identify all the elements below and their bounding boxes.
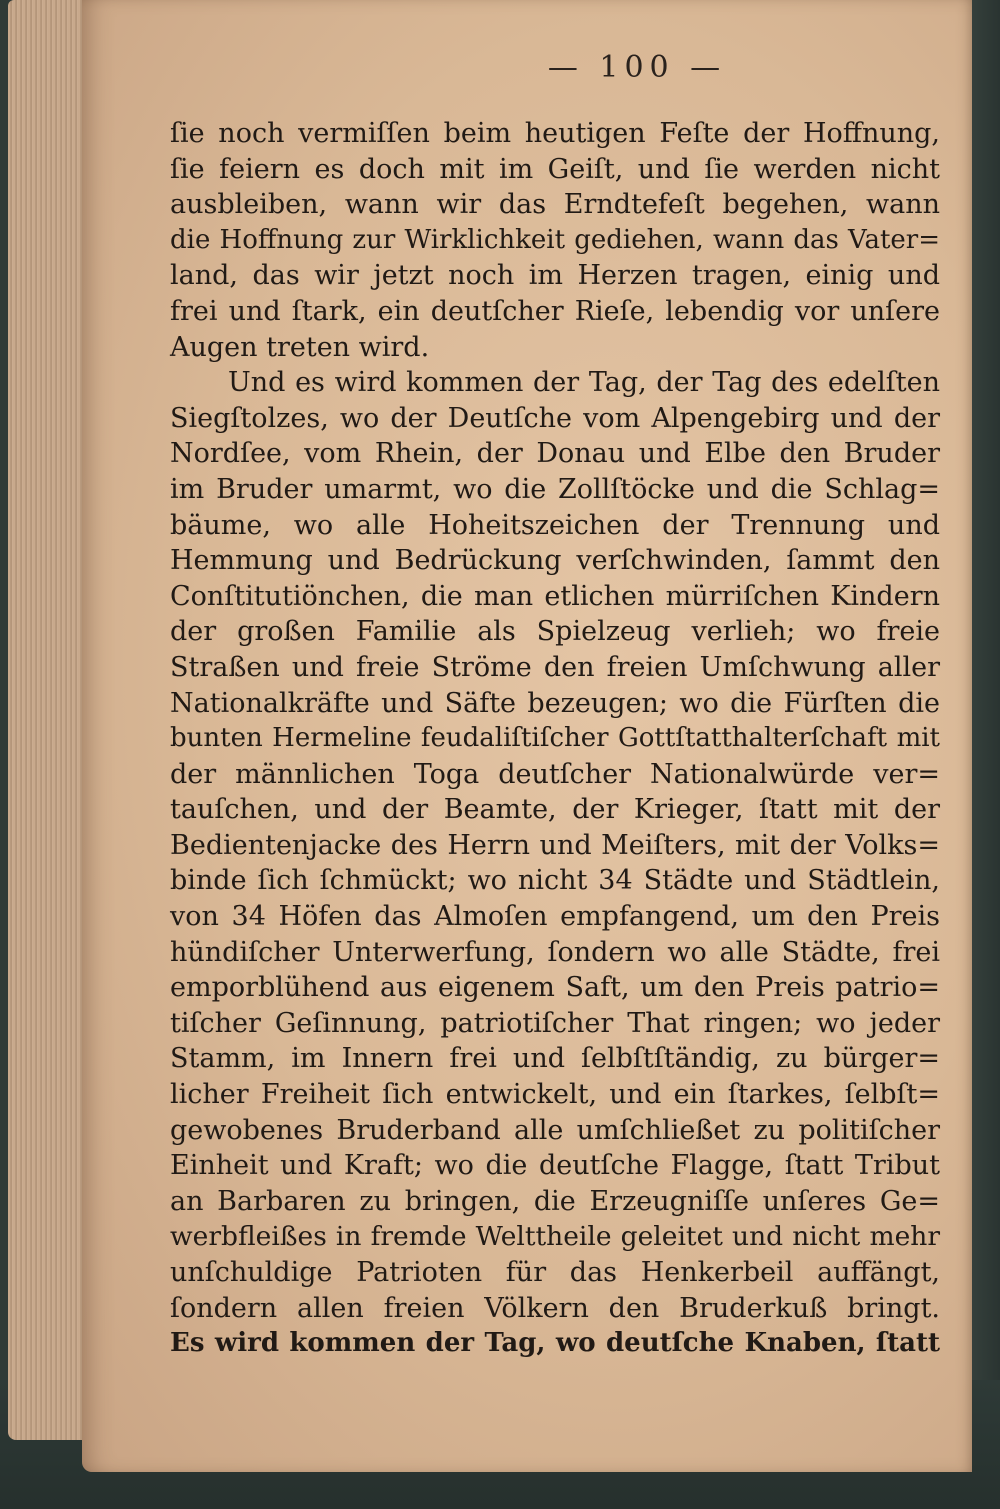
text-line: Bedientenjacke des Herrn und Meiſters, mit der Volks=: [170, 829, 940, 861]
text-line: Nationalkräfte und Säfte bezeugen; wo die Fürſten die: [170, 687, 940, 719]
text-line: ſie noch vermiſſen beim heutigen Feſte der Hoffnung,: [170, 118, 940, 149]
text-line: frei und ſtark, ein deutſcher Rieſe, lebendig vor unſere: [170, 295, 940, 327]
text-line: Einheit und Kraft; wo die deutſche Flagge, ſtatt Tribut: [170, 1150, 940, 1182]
text-line: licher Freiheit ſich entwickelt, und ein ſtarkes, ſelbſt=: [170, 1079, 940, 1111]
text-line: gewobenes Bruderband alle umſchließet zu politiſcher: [170, 1114, 940, 1146]
book-cover-edge: [968, 0, 1000, 1509]
text-line: tiſcher Geſinnung, patriotiſcher That ringen; wo jeder: [170, 1007, 940, 1039]
text-line: bäume, wo alle Hoheitszeichen der Trennung und: [170, 509, 940, 541]
text-line: Conſtitutiönchen, die man etlichen mürriſchen Kindern: [170, 580, 940, 612]
text-line: hündiſcher Unterwerfung, ſondern wo alle Städte, frei: [170, 936, 940, 968]
text-line: binde ſich ſchmückt; wo nicht 34 Städte und Städtlein,: [170, 865, 940, 897]
text-line: von 34 Höfen das Almoſen empfangend, um den Preis: [170, 901, 940, 933]
text-line: Nordſee, vom Rhein, der Donau und Elbe den Bruder: [170, 438, 940, 470]
page-number: — 100 —: [547, 50, 727, 85]
text-line: bunten Hermeline feudaliſtiſcher Gottſtatthalterſchaft mit: [170, 723, 940, 754]
page-text: [170, 116, 940, 1362]
text-line: Siegſtolzes, wo der Deutſche vom Alpengebirg und der: [170, 402, 940, 434]
text-line: Stamm, im Innern frei und ſelbſtſtändig, zu bürger=: [170, 1043, 940, 1075]
text-line: der männlichen Toga deutſcher Nationalwürde ver=: [170, 758, 940, 790]
page-stack-edges: [8, 0, 86, 1440]
text-line: ſondern allen freien Völkern den Bruderkuß bringt.: [170, 1292, 940, 1324]
text-line: unſchuldige Patrioten für das Henkerbeil auffängt,: [170, 1257, 940, 1288]
text-line: ausbleiben, wann wir das Erndtefeſt begehen, wann: [170, 189, 940, 221]
text-line: Augen treten wird.: [170, 331, 430, 363]
text-line: die Hoffnung zur Wirklichkeit gediehen, wann das Vater=: [170, 224, 940, 255]
text-line: Es wird kommen der Tag, wo deutſche Knaben, ſtatt: [170, 1328, 940, 1359]
text-line: tauſchen, und der Beamte, der Krieger, ſtatt mit der: [170, 794, 940, 826]
text-line: emporblühend aus eigenem Saft, um den Preis patrio=: [170, 972, 940, 1004]
text-line: werbfleißes in fremde Welttheile geleitet und nicht mehr: [170, 1221, 940, 1253]
book-page: [82, 0, 972, 1472]
text-line: im Bruder umarmt, wo die Zollſtöcke und die Schlag=: [170, 473, 940, 505]
paragraph-start-line: Und es wird kommen der Tag, der Tag des edelſten: [228, 367, 940, 399]
text-line: ſie feiern es doch mit im Geiſt, und ſie werden nicht: [170, 153, 940, 185]
text-line: an Barbaren zu bringen, die Erzeugniſſe unſeres Ge=: [170, 1185, 940, 1217]
text-line: Hemmung und Bedrückung verſchwinden, ſammt den: [170, 545, 940, 577]
text-line: Straßen und freie Ströme den freien Umſchwung aller: [170, 651, 940, 683]
text-line: der großen Familie als Spielzeug verlieh; wo freie: [170, 616, 940, 648]
text-line: land, das wir jetzt noch im Herzen tragen, einig und: [170, 260, 940, 292]
